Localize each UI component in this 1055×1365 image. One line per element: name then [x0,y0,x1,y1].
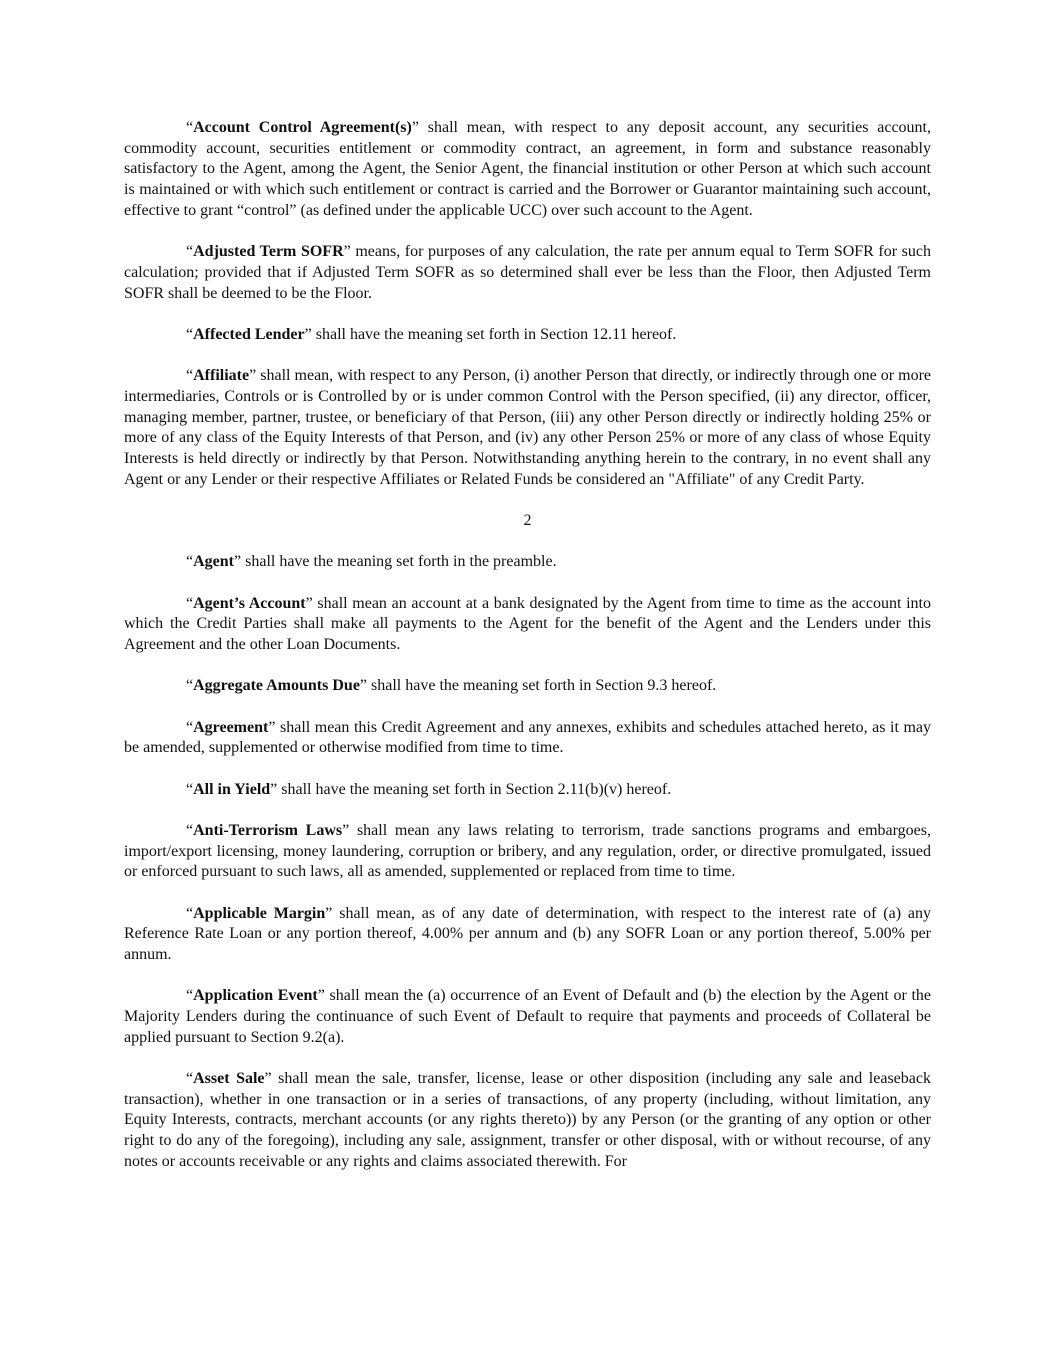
page-number: 2 [523,511,532,529]
definition-agreement: “Agreement” shall mean this Credit Agreement and any annexes, exhibits and schedules attached hereto, as it may be amended, supplemented or otherwise modified from time to time. [124,718,931,757]
definition-adjusted-term-sofr: “Adjusted Term SOFR” means, for purposes of any calculation, the rate per annum equal to Term SOFR for such calculation; provided that if Adjusted Term SOFR as so determined shall ever be less than the Floor, then Adjusted Term SOFR shall be deemed to be the Floor. [124,243,931,302]
definition-term: Aggregate Amounts Due [193,677,360,695]
definition-text: shall mean the (a) occurrence of an Event of Default and (b) the election by the Agent or the Majority Lenders during the continuance of such Event of Default to require that payments and proceeds of Collateral be applied pursuant to Section 9.2(a). [124,987,931,1046]
definition-term: Asset Sale [193,1069,265,1087]
definition-text: shall mean this Credit Agreement and any annexes, exhibits and schedules attached hereto, as it may be amended, supplemented or otherwise modified from time to time. [124,718,931,757]
definition-text: shall mean any laws relating to terrorism, trade sanctions programs and embargoes, import/export licensing, money laundering, corruption or bribery, and any regulation, order, or directive promulgated, issued or enforced pursuant to such laws, all as amended, supplemented or replaced from time to time. [124,821,932,881]
definition-text: shall mean, as of any date of determination, with respect to the interest rate of (a) any Reference Rate Loan or any portion thereof, 4.00% per annum and (b) any SOFR Loan or any portion thereof, 5.00% per annum. [124,904,931,963]
definition-text: shall mean an account at a bank designated by the Agent from time to time as the account into which the Credit Parties shall make all payments to the Agent for the benefit of the Agent and the Lenders under this Agreement and the other Loan Documents. [124,594,932,653]
definition-term: Applicable Margin [193,904,326,922]
definition-term: Account Control Agreement(s) [193,119,412,136]
definition-text: shall mean, with respect to any Person, (i) another Person that directly, or indirectly through one or more intermediaries, Controls or is Controlled by or is under common Control with the Person specified, (ii) any director, officer, managing member, partner, trustee, or beneficiary of that Person, (iii) any other Person directly or indirectly holding 25% or more of any class of the Equity Interests of that Person, and (iv) any other Person 25% or more of any class of whose Equity Interests is held directly or indirectly by that Person. Notwithstanding anything herein to the contrary, in no event shall any Agent or any Lender or their respective Affiliates or Related Funds be considered an "Affiliate" of any Credit Party. [124,367,931,488]
definition-text: shall have the meaning set forth in the preamble. [241,553,557,571]
definition-term: Affected Lender [193,325,305,343]
definition-term: Agent’s Account [193,594,306,612]
definition-term: Agent [193,553,234,571]
definition-asset-sale: “Asset Sale” shall mean the sale, transfer, license, lease or other disposition (including any sale and leaseback transaction), whether in one transaction or in a series of transactions, of any property (including, without limitation, any Equity Interests, contracts, merchant accounts (or any rights thereto)) by any Person (or the granting of any option or other right to do any of the foregoing), including any sale, assignment, transfer or other disposal, with or without recourse, of any notes or accounts receivable or any rights and claims associated therewith. For [124,1069,931,1170]
definition-term: All in Yield [193,780,271,798]
definition-all-in-yield: “All in Yield” shall have the meaning set forth in Section 2.11(b)(v) hereof. [186,780,672,798]
definition-aggregate-amounts-due: “Aggregate Amounts Due” shall have the meaning set forth in Section 9.3 hereof. [186,677,717,695]
definition-applicable-margin: “Applicable Margin” shall mean, as of any date of determination, with respect to the interest rate of (a) any Reference Rate Loan or any portion thereof, 4.00% per annum and (b) any SOFR Loan or any portion thereof, 5.00% per annum. [124,904,931,963]
definition-term: Affiliate [193,367,250,385]
definition-account-control-agreements: “Account Control Agreement(s)” shall mean, with respect to any deposit account, any securities account, commodity account, securities entitlement or commodity contract, an agreement, in form and substance reasonably satisfactory to the Agent, among the Agent, the Senior Agent, the financial institution or other Person at which such account is maintained or with which such entitlement or contract is carried and the Borrower or Guarantor maintaining such account, effective to grant “control” (as defined under the applicable UCC) over such account to the Agent. [124,119,932,219]
definition-affiliate: “Affiliate” shall mean, with respect to any Person, (i) another Person that directly, or indirectly through one or more intermediaries, Controls or is Controlled by or is under common Control with the Person specified, (ii) any director, officer, managing member, partner, trustee, or beneficiary of that Person, (iii) any other Person directly or indirectly holding 25% or more of any class of the Equity Interests of that Person, and (iv) any other Person 25% or more of any class of whose Equity Interests is held directly or indirectly by that Person. Notwithstanding anything herein to the contrary, in no event shall any Agent or any Lender or their respective Affiliates or Related Funds be considered an "Affiliate" of any Credit Party. [124,367,931,488]
definition-text: shall have the meaning set forth in Section 9.3 hereof. [367,677,717,695]
definition-agent: “Agent” shall have the meaning set forth in the preamble. [186,553,557,571]
definition-agents-account: “Agent’s Account” shall mean an account at a bank designated by the Agent from time to time as the account into which the Credit Parties shall make all payments to the Agent for the benefit of the Agent and the Lenders under this Agreement and the other Loan Documents. [124,594,932,653]
definition-term: Anti-Terrorism Laws [193,821,343,839]
definition-term: Agreement [193,718,269,736]
definition-text: shall mean the sale, transfer, license, lease or other disposition (including any sale and leaseback transaction), whether in one transaction or in a series of transactions, of any property (including, without limitation, any Equity Interests, contracts, merchant accounts (or any rights thereto)) by any Person (or the granting of any option or other right to do any of the foregoing), including any sale, assignment, transfer or other disposal, with or without recourse, of any notes or accounts receivable or any rights and claims associated therewith. For [124,1069,931,1170]
definition-term: Adjusted Term SOFR [193,243,344,261]
definition-term: Application Event [193,987,318,1005]
definition-application-event: “Application Event” shall mean the (a) occurrence of an Event of Default and (b) the election by the Agent or the Majority Lenders during the continuance of such Event of Default to require that payments and proceeds of Collateral be applied pursuant to Section 9.2(a). [124,987,931,1046]
definition-text: means, for purposes of any calculation, the rate per annum equal to Term SOFR for such calculation; provided that if Adjusted Term SOFR as so determined shall ever be less than the Floor, then Adjusted Term SOFR shall be deemed to be the Floor. [124,243,931,302]
definition-text: shall have the meaning set forth in Section 2.11(b)(v) hereof. [277,780,672,798]
definition-text: shall mean, with respect to any deposit account, any securities account, commodity account, securities entitlement or commodity contract, an agreement, in form and substance reasonably satisfactory to the Agent, among the Agent, the Senior Agent, the financial institution or other Person at which such account is maintained or with which such entitlement or contract is carried and the Borrower or Guarantor maintaining such account, effective to grant “control” (as defined under the applicable UCC) over such account to the Agent. [124,119,932,219]
definition-affected-lender: “Affected Lender” shall have the meaning set forth in Section 12.11 hereof. [186,325,677,343]
definition-anti-terrorism-laws: “Anti-Terrorism Laws” shall mean any laws relating to terrorism, trade sanctions programs and embargoes, import/export licensing, money laundering, corruption or bribery, and any regulation, order, or directive promulgated, issued or enforced pursuant to such laws, all as amended, supplemented or replaced from time to time. [124,821,932,881]
definition-text: shall have the meaning set forth in Section 12.11 hereof. [311,325,677,343]
document-page [124,118,931,1193]
